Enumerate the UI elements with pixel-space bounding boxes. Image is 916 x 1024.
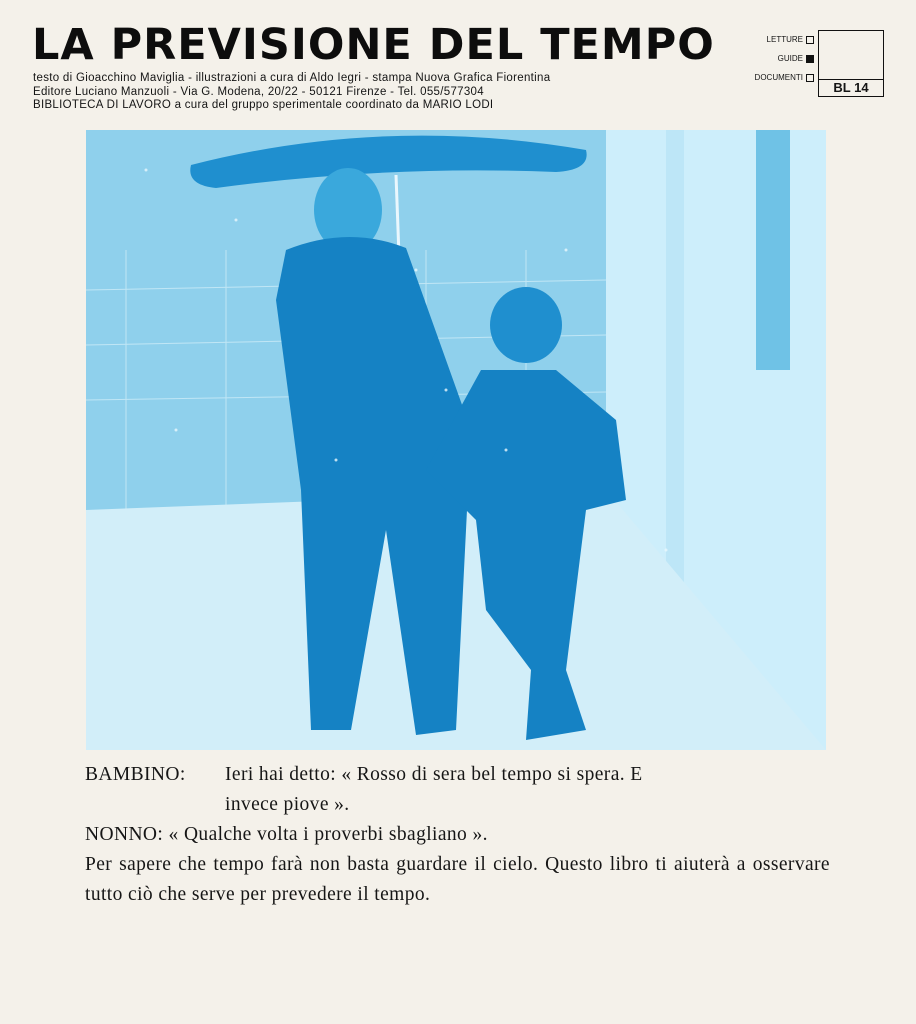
page-title: LA PREVISIONE DEL TEMPO	[32, 20, 715, 70]
checkbox-checked-icon	[806, 55, 814, 63]
credits-line-publisher: Editore Luciano Manzuoli - Via G. Modena, 20/22 - 50121 Firenze - Tel. 055/577304	[33, 85, 484, 98]
code-box	[818, 30, 884, 80]
category-letture	[740, 30, 814, 49]
category-label: DOCUMENTI	[754, 73, 803, 82]
photo-illustration	[86, 130, 826, 750]
dialogue-text: « Qualche volta i proverbi sbagliano ».	[168, 824, 488, 845]
credits-block	[33, 72, 550, 113]
category-documenti	[740, 68, 814, 87]
child-line	[85, 760, 830, 790]
checkbox-icon	[806, 36, 814, 44]
window-frame	[756, 130, 790, 370]
series-code: BL 14	[818, 79, 884, 97]
cover-photo	[86, 130, 826, 750]
category-guide	[740, 49, 814, 68]
boy-head	[490, 287, 562, 363]
credits-line-authors: testo di Gioacchino Maviglia - illustrazioni a cura di Aldo Iegri - stampa Nuova Grafica Fiorentina	[33, 72, 551, 84]
dialogue-continuation: invece piove ».	[225, 794, 350, 815]
story-text	[85, 760, 830, 910]
intro-paragraph: Per sapere che tempo farà non basta guardare il cielo. Questo libro ti aiuterà a osservare tutto ciò che serve per prevedere il tempo.	[85, 854, 830, 905]
speaker-label: BAMBINO:	[85, 764, 186, 785]
dialogue-text: Ieri hai detto: « Rosso di sera bel tempo si spera. E	[225, 764, 643, 785]
speaker-label: NONNO:	[85, 824, 164, 845]
checkbox-icon	[806, 74, 814, 82]
grandpa-line	[85, 820, 830, 850]
category-label: GUIDE	[777, 54, 803, 63]
category-list	[740, 30, 814, 87]
category-label: LETTURE	[766, 35, 803, 44]
credits-line-series: BIBLIOTECA DI LAVORO a cura del gruppo sperimentale coordinato da MARIO LODI	[33, 99, 494, 111]
